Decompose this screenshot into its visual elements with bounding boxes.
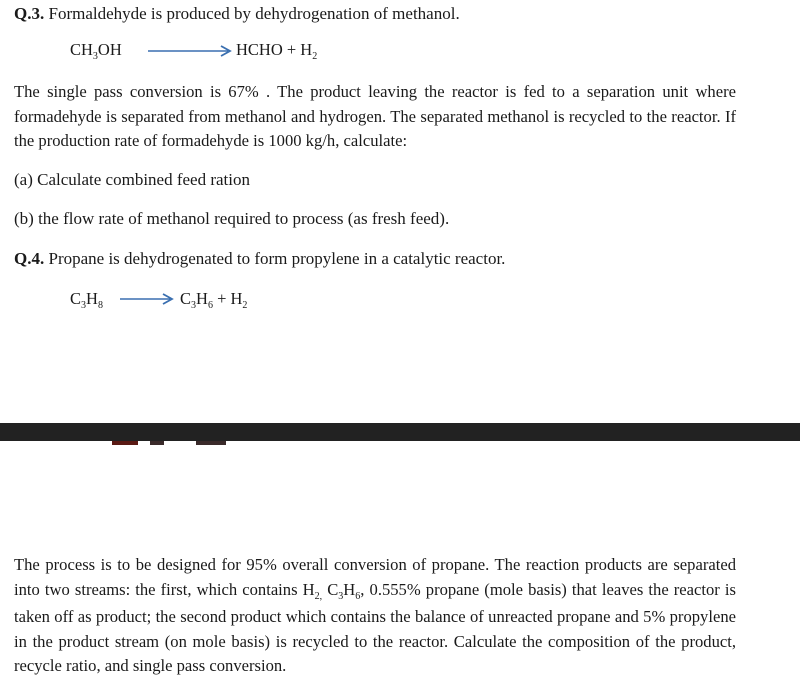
q3-product: HCHO + $H_2$ xyxy=(236,40,318,62)
q3-reactant: $CH_3OH$ xyxy=(70,40,122,62)
q3-title: Formaldehyde is produced by dehydrogenation of methanol. xyxy=(44,4,460,23)
h2-formula: $H_{2,}$ xyxy=(302,579,323,602)
page-divider-band xyxy=(0,423,800,441)
band-artifact xyxy=(112,441,138,445)
reaction-arrow-icon xyxy=(120,292,176,306)
q3-heading xyxy=(14,4,460,24)
c3h6-formula: $C_3H_6$ xyxy=(322,579,361,602)
q4-label: Q.4. xyxy=(14,249,45,268)
q4-title: Propane is dehydrogenated to form propylene in a catalytic reactor. xyxy=(44,249,506,268)
q4-reactant: $C_3H_8$ xyxy=(70,289,103,311)
band-artifact xyxy=(150,441,164,445)
q4-product: $C_3H_6 + H_2$ xyxy=(180,289,248,311)
q4-paragraph: The process is to be designed for 95% overall conversion of propane. The reaction products are separated into two streams: the first, which contains $H_{2,}$ $C_3H_6$, 0.555% propane (mole basis) that leaves the reactor is taken off as product; the second product which contains the balance of unreacted propane and 5% propylene in the product stream (on mole basis) is recycled to the reactor. Calculate the composition of the product, recycle ratio, and single pass conversion. xyxy=(14,555,736,676)
q3-paragraph: The single pass conversion is 67% . The product leaving the reactor is fed to a separation unit where formadehyde is separated from methanol and hydrogen. The separated methanol is recycled to the reactor. If the production rate of formadehyde is 1000 kg/h, calculate: xyxy=(14,82,736,151)
q3-part-b: (b) the flow rate of methanol required to process (as fresh feed). xyxy=(14,209,450,228)
q3-part-a: (a) Calculate combined feed ration xyxy=(14,170,250,189)
reaction-arrow-icon xyxy=(148,44,234,58)
q3-label: Q.3. xyxy=(14,4,45,23)
q4-heading xyxy=(14,249,505,269)
band-artifact xyxy=(196,441,226,445)
